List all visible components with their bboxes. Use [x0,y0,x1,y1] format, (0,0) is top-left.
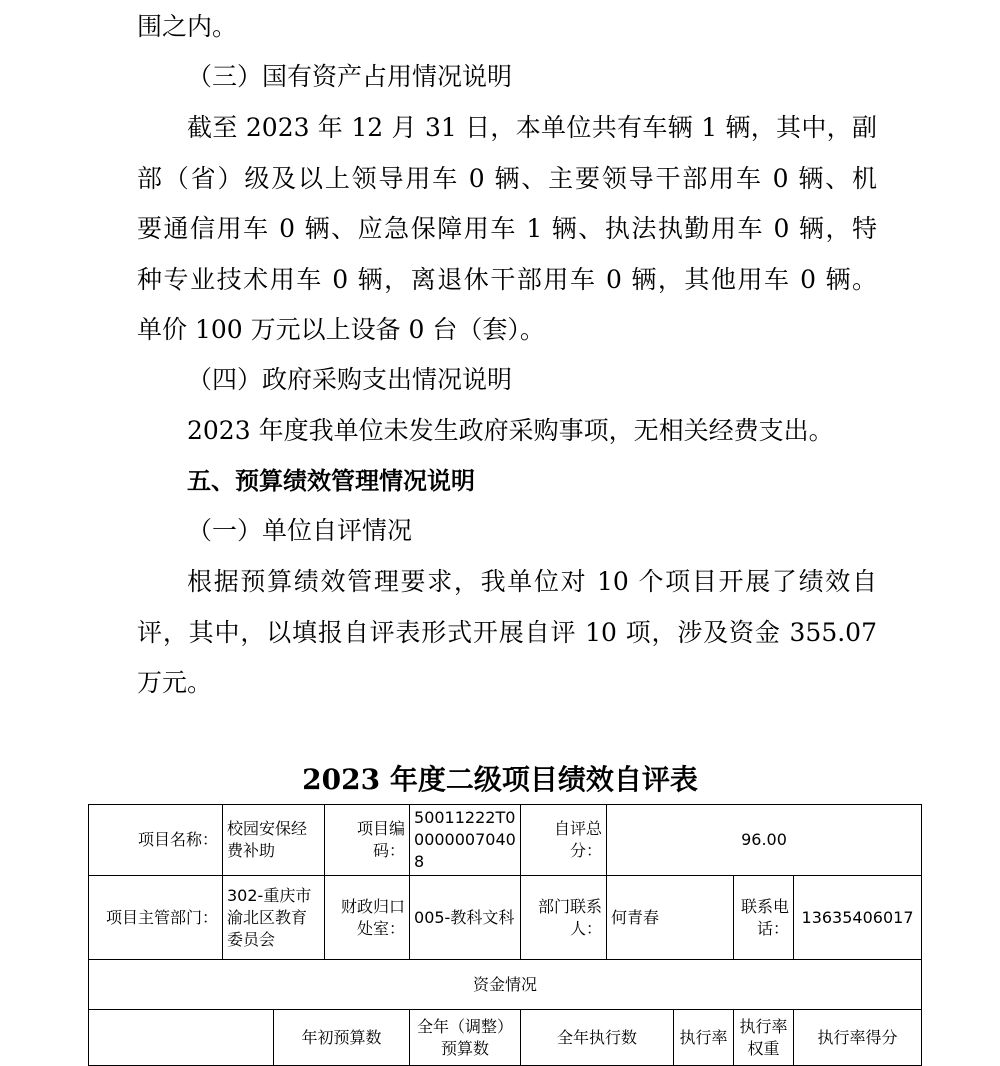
table-row [89,876,922,960]
table-row [89,805,922,876]
project-code-value: 50011222T000000070408 [410,805,521,876]
project-name-label: 项目名称： [89,805,223,876]
phone-value: 13635406017 [794,876,922,960]
paragraph-line: 部（省）级及以上领导用车 0 辆、主要领导干部用车 0 辆、机 [137,164,877,193]
paragraph-line: 万元。 [137,668,213,697]
dept-label: 项目主管部门： [89,876,223,960]
section-heading-performance: 五、预算绩效管理情况说明 [187,467,475,495]
col-rate: 执行率 [674,1010,734,1066]
col-initial-budget: 年初预算数 [274,1010,410,1066]
self-score-value: 96.00 [607,805,922,876]
paragraph-line: 2023 年度我单位未发生政府采购事项，无相关经费支出。 [187,416,834,445]
dept-value: 302-重庆市渝北区教育委员会 [223,876,325,960]
paragraph-line: 根据预算绩效管理要求，我单位对 10 个项目开展了绩效自 [187,567,877,596]
phone-label: 联系电话： [734,876,794,960]
table-row [89,1010,922,1066]
paragraph-line: 种专业技术用车 0 辆，离退休干部用车 0 辆，其他用车 0 辆。 [137,265,877,294]
col-adjusted-budget: 全年（调整）预算数 [410,1010,521,1066]
section-heading-procurement: （四）政府采购支出情况说明 [187,365,513,394]
subsection-heading-self-eval: （一）单位自评情况 [187,516,413,545]
paragraph-line: 单价 100 万元以上设备 0 台（套）。 [137,315,545,344]
project-name-value: 校园安保经费补助 [223,805,325,876]
project-code-label: 项目编码： [325,805,410,876]
col-rate-score: 执行率得分 [794,1010,922,1066]
paragraph-line: 围之内。 [137,12,238,41]
self-evaluation-table [88,804,922,1066]
funds-section-header: 资金情况 [89,960,922,1010]
contact-label: 部门联系人： [521,876,607,960]
paragraph-line: 要通信用车 0 辆、应急保障用车 1 辆、执法执勤用车 0 辆，特 [137,214,877,243]
contact-value: 何青春 [607,876,734,960]
paragraph-line: 截至 2023 年 12 月 31 日，本单位共有车辆 1 辆，其中，副 [187,113,877,142]
self-score-label: 自评总分： [521,805,607,876]
section-heading-assets: （三）国有资产占用情况说明 [187,62,513,91]
paragraph-line: 评，其中，以填报自评表形式开展自评 10 项，涉及资金 355.07 [137,618,877,647]
finance-office-label: 财政归口处室： [325,876,410,960]
finance-office-value: 005-教科文科 [410,876,521,960]
col-rate-weight: 执行率权重 [734,1010,794,1066]
table-cell-empty [89,1010,274,1066]
col-execution: 全年执行数 [521,1010,674,1066]
table-row [89,960,922,1010]
table-title: 2023 年度二级项目绩效自评表 [302,763,698,796]
